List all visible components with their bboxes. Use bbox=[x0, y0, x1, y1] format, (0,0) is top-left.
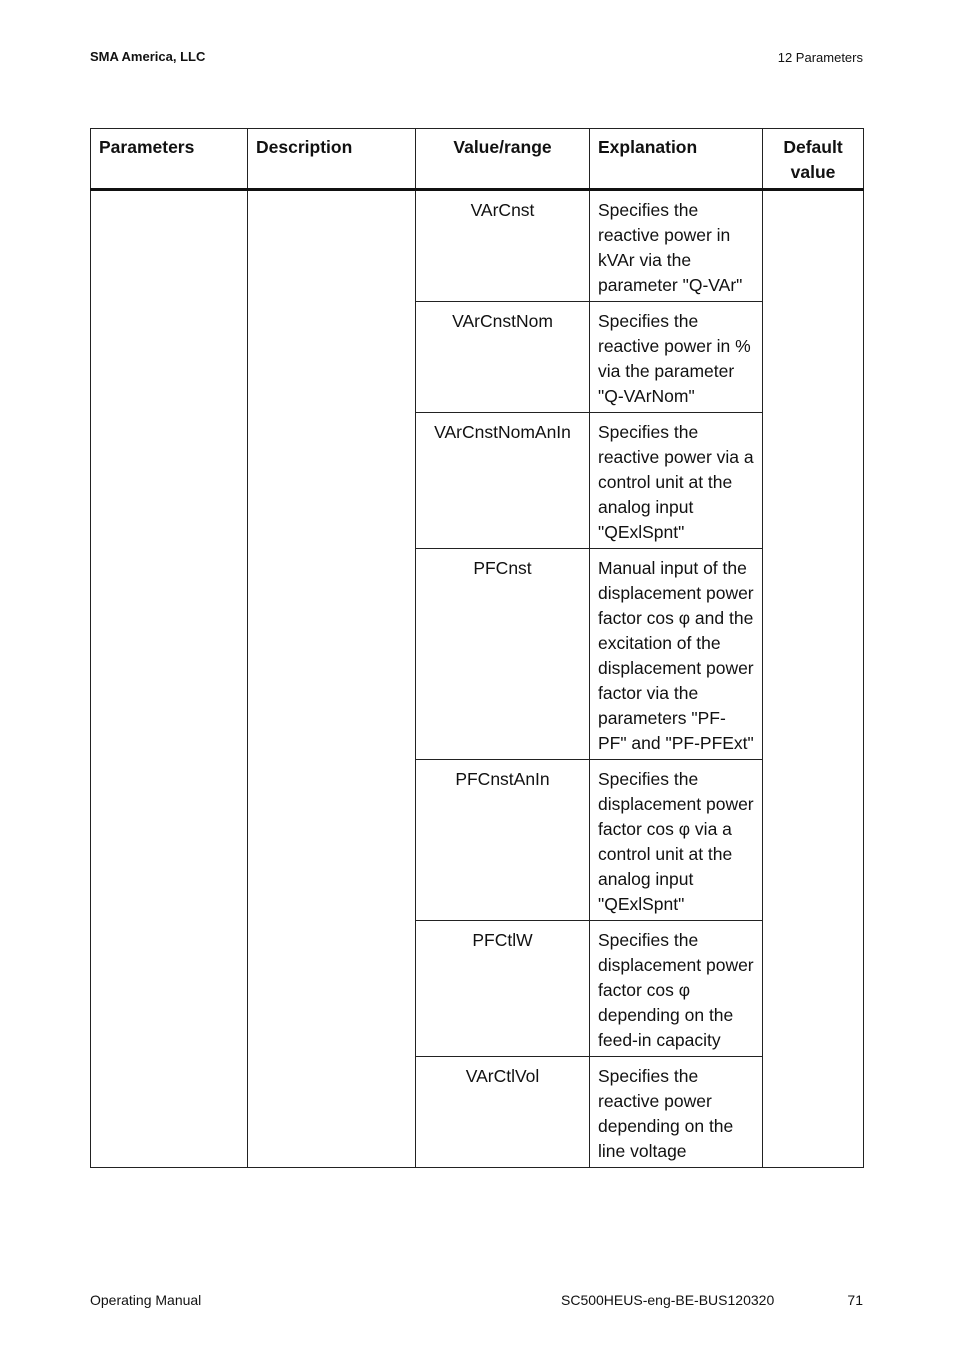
footer-page-number: 71 bbox=[847, 1292, 863, 1308]
explanation-cell: Specifies the displacement power factor cos φ via a control unit at the analog input "QExlSpnt" bbox=[590, 760, 763, 921]
explanation-cell: Specifies the reactive power in % via the parameter "Q-VArNom" bbox=[590, 302, 763, 413]
column-header-parameters: Parameters bbox=[91, 129, 248, 190]
table-header-row bbox=[91, 129, 864, 190]
column-header-description: Description bbox=[248, 129, 416, 190]
explanation-cell: Manual input of the displacement power factor cos φ and the excitation of the displacement power factor via the parameters "PF-PF" and "PF-PFExt" bbox=[590, 549, 763, 760]
footer-document-code: SC500HEUS-eng-BE-BUS120320 bbox=[561, 1292, 775, 1308]
footer-manual-title: Operating Manual bbox=[90, 1292, 202, 1308]
value-cell: VArCnstNomAnIn bbox=[416, 413, 590, 549]
value-cell: PFCtlW bbox=[416, 921, 590, 1057]
explanation-cell: Specifies the reactive power depending on the line voltage bbox=[590, 1057, 763, 1168]
value-cell: PFCnstAnIn bbox=[416, 760, 590, 921]
table-row bbox=[91, 190, 864, 302]
value-cell: VArCnst bbox=[416, 190, 590, 302]
column-header-value-range: Value/range bbox=[416, 129, 590, 190]
explanation-cell: Specifies the displacement power factor cos φ depending on the feed-in capacity bbox=[590, 921, 763, 1057]
parameters-cell bbox=[91, 190, 248, 1168]
explanation-cell: Specifies the reactive power in kVAr via the parameter "Q-VAr" bbox=[590, 190, 763, 302]
column-header-default-value: Default value bbox=[763, 129, 864, 190]
default-value-cell bbox=[763, 190, 864, 1168]
value-cell: PFCnst bbox=[416, 549, 590, 760]
value-cell: VArCnstNom bbox=[416, 302, 590, 413]
description-cell bbox=[248, 190, 416, 1168]
column-header-explanation: Explanation bbox=[590, 129, 763, 190]
parameters-table bbox=[90, 128, 864, 1168]
explanation-cell: Specifies the reactive power via a control unit at the analog input "QExlSpnt" bbox=[590, 413, 763, 549]
header-section: 12 Parameters bbox=[777, 50, 863, 65]
value-cell: VArCtlVol bbox=[416, 1057, 590, 1168]
header-company: SMA America, LLC bbox=[90, 49, 206, 64]
